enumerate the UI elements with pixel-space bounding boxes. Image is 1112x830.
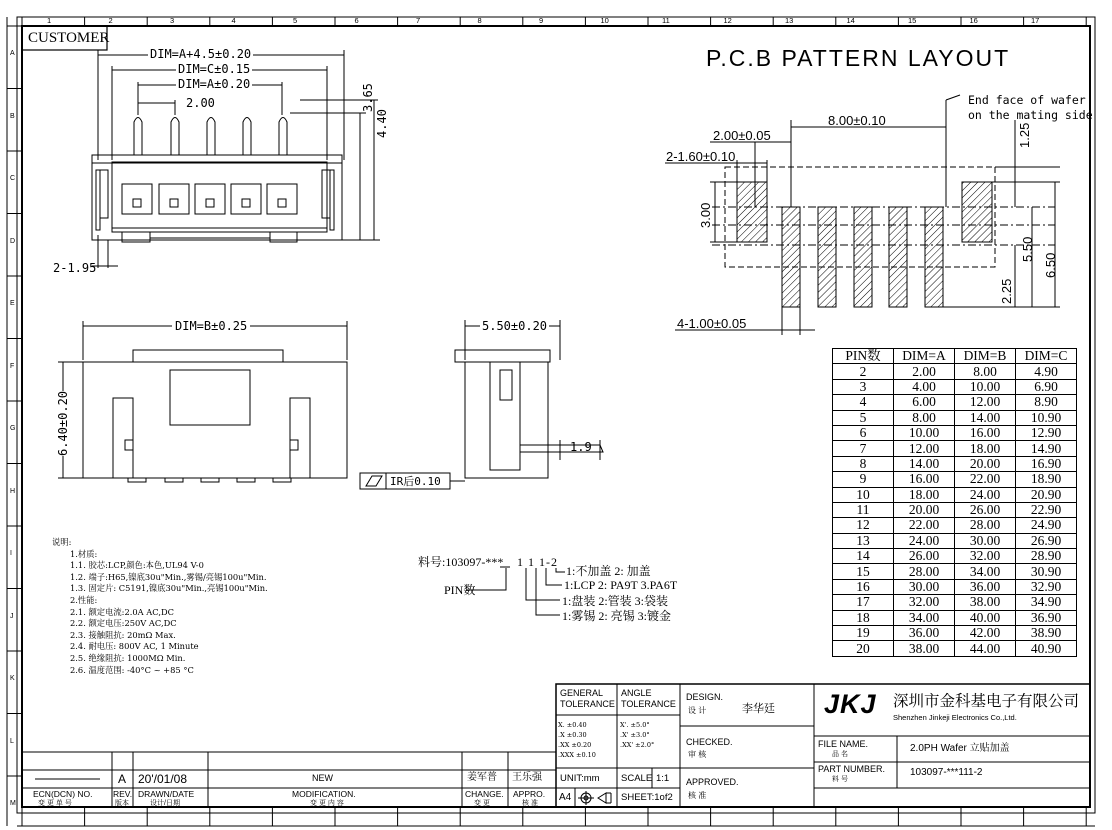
table-row [833,641,1077,656]
frame-column-number: 4 [231,16,236,25]
revision-date: 20'/01/08 [138,772,188,786]
note-line: 1.材质: [70,548,98,559]
table-cell: 8.90 [1016,395,1077,410]
table-cell: 16.00 [955,425,1016,440]
table-cell: 20 [833,641,894,656]
table-cell: 24.90 [1016,518,1077,533]
table-cell: 14 [833,549,894,564]
table-row [833,425,1077,440]
table-cell: 22.90 [1016,502,1077,517]
table-cell: 20.90 [1016,487,1077,502]
pcb-title: P.C.B PATTERN LAYOUT [706,45,1011,71]
table-cell: 20.00 [894,502,955,517]
checked-cn-label: 审 核 [688,750,707,759]
table-cell: 12.90 [1016,425,1077,440]
design-label: DESIGN. [686,692,724,702]
note-line: 1.2. 端子:H65,镍底30u"Min.,雾锡/亮锡100u"Min. [70,571,267,582]
table-cell: 16.90 [1016,456,1077,471]
table-cell: 4.00 [894,379,955,394]
frame-row-letter: L [10,737,14,745]
table-row [833,364,1077,379]
table-cell: 12.00 [894,441,955,456]
table-cell: 8.00 [894,410,955,425]
revision-value: A [118,772,127,786]
checked-label: CHECKED. [686,737,733,747]
modification-header: MODIFICATION. [292,789,356,799]
table-row [833,549,1077,564]
table-cell: 10 [833,487,894,502]
approved-label: APPROVED. [686,777,739,787]
part-code-leaders [466,567,565,615]
table-cell: 10.90 [1016,410,1077,425]
modification-header-cn: 变 更 内 容 [310,800,344,807]
table-cell: 8 [833,456,894,471]
designer-name: 李华廷 [742,703,775,715]
part-code-option-1: 1:不加盖 2: 加盖 [566,564,651,578]
table-cell: 40.00 [955,610,1016,625]
table-cell: 28.00 [894,564,955,579]
note-line: 1.1. 胶芯:LCP,颜色:本色,UL94 V-0 [70,560,204,571]
sheet-label: SHEET:1of2 [621,792,673,803]
table-cell: 20.00 [955,456,1016,471]
part-number-label: PART NUMBER. [818,764,886,774]
table-cell: 36.90 [1016,610,1077,625]
modification-value: NEW [312,773,333,783]
tolerance-row: .XXX ±0.10 [558,751,596,759]
frame-column-number: 17 [1031,16,1040,25]
table-cell: 28.00 [955,518,1016,533]
note-line: 2.6. 温度范围: -40°C ~ +85 °C [70,664,194,675]
frame-row-letter: F [10,362,15,370]
dim-b-label: DIM=B±0.25 [172,320,250,332]
note-line: 2.1. 额定电流:2.0A AC,DC [70,606,174,617]
frame-column-number: 12 [723,16,732,25]
frame-row-letter: D [10,237,16,245]
frame-column-number: 2 [108,16,113,25]
frame-row-letter: B [10,112,15,120]
table-cell: 18 [833,610,894,625]
depth-label: 5.50±0.20 [482,319,548,333]
table-cell: 22.00 [955,472,1016,487]
table-cell: 2 [833,364,894,379]
table-header-cell: DIM=C [1016,349,1077,364]
pin-dimension-table [832,348,1077,657]
table-row [833,472,1077,487]
note-line: 2.3. 接触阻抗: 20mΩ Max. [70,629,176,640]
frame-row-letter: H [10,487,16,495]
table-cell: 34.00 [894,610,955,625]
frame-column-number: 15 [908,16,917,25]
pcb-1-00-label: 4-1.00±0.05 [677,316,747,331]
table-row [833,410,1077,425]
table-cell: 26.00 [894,549,955,564]
table-row [833,579,1077,594]
company-name-cn: 深圳市金科基电子有限公司 [893,693,1080,710]
table-cell: 28.90 [1016,549,1077,564]
height-3-65-label: 3.65 [361,83,375,112]
part-code-digits: 1 1 1-2 [517,555,558,569]
frame-column-number: 8 [477,16,482,25]
table-cell: 15 [833,564,894,579]
frame-column-number: 11 [662,16,670,25]
part-code-pin-label: PIN数 [444,583,476,597]
part-code-option-4: 1:雾锡 2: 亮锡 3:镀金 [562,609,672,623]
table-cell: 30.90 [1016,564,1077,579]
table-cell: 4 [833,395,894,410]
table-cell: 32.90 [1016,579,1077,594]
frame-row-letter: I [10,550,12,557]
company-name-en: Shenzhen Jinkeji Electronics Co.,Ltd. [893,713,1017,722]
table-cell: 5 [833,410,894,425]
table-cell: 30.00 [955,533,1016,548]
tolerance-row: X. ±0.40 [558,721,587,729]
projection-symbol-icon [578,791,611,805]
height-6-40-label: 6.40±0.20 [56,390,70,456]
table-cell: 36.00 [894,626,955,641]
appro-header-cn: 核 准 [522,800,538,807]
frame-row-letter: M [10,800,16,807]
table-row [833,441,1077,456]
height-4-40-label: 4.40 [375,109,389,138]
table-cell: 19 [833,626,894,641]
table-cell: 24.00 [894,533,955,548]
table-cell: 38.00 [894,641,955,656]
tolerance-row: .X ±0.30 [558,731,587,739]
pitch-label: 2.00 [186,96,215,110]
pcb-6-50-label: 6.50 [1043,252,1058,278]
table-cell: 10.00 [955,379,1016,394]
note-line: 1.3. 固定片: C5191,镍底30u"Min.,亮锡100u"Min. [70,583,268,594]
table-cell: 8.00 [955,364,1016,379]
tolerance-row: .XX ±0.20 [558,741,592,749]
table-row [833,456,1077,471]
ecn-header: ECN(DCN) NO. [33,789,93,799]
table-cell: 44.00 [955,641,1016,656]
file-name-label: FILE NAME. [818,739,869,749]
table-row [833,564,1077,579]
table-cell: 30.00 [894,579,955,594]
design-cn-label: 设 计 [688,706,707,715]
pcb-1-60-label: 2-1.60±0.10 [666,149,736,164]
frame-column-number: 14 [846,16,855,25]
table-row [833,626,1077,641]
table-cell: 6.00 [894,395,955,410]
scale-label: SCALE [621,773,653,784]
rev-header: REV. [113,789,133,799]
dim-c-label: DIM=C±0.15 [178,62,251,76]
change-value: 姜军普 [467,772,497,783]
table-cell: 18.00 [955,441,1016,456]
table-row [833,487,1077,502]
part-code-prefix: 料号:103097-*** [418,555,504,569]
table-cell: 16 [833,579,894,594]
frame-row-letter: A [10,50,15,57]
frame-column-number: 10 [600,16,609,25]
table-cell: 14.00 [894,456,955,471]
table-header-cell: DIM=A [894,349,955,364]
unit-label: UNIT:mm [560,773,600,784]
table-cell: 38.90 [1016,626,1077,641]
table-cell: 26.90 [1016,533,1077,548]
company-logo: JKJ [824,689,877,719]
frame-row-letter: G [10,425,16,432]
table-cell: 38.00 [955,595,1016,610]
pcb-note-line2: on the mating side [968,108,1093,122]
frame-row-letter: K [10,675,15,682]
tolerance-row: .XX' ±2.0° [620,741,655,749]
drawn-header-cn: 设计/日期 [150,800,180,807]
pcb-1-25-label: 1.25 [1017,122,1032,148]
customer-label: CUSTOMER [28,30,110,46]
tolerance-row: X'. ±5.0° [620,721,650,729]
flatness-value: IR后0.10 [390,475,441,488]
table-cell: 3 [833,379,894,394]
angle-tolerance-label: ANGLE TOLERANCE [621,688,676,709]
table-cell: 32.00 [955,549,1016,564]
table-row [833,595,1077,610]
pcb-2-25-label: 2.25 [999,278,1014,304]
table-cell: 16.00 [894,472,955,487]
table-cell: 22.00 [894,518,955,533]
table-cell: 14.90 [1016,441,1077,456]
part-code-option-3: 1:盘装 2:管装 3:袋装 [562,594,669,608]
pcb-2-00-label: 2.00±0.05 [713,128,771,143]
change-header: CHANGE. [465,789,504,799]
table-cell: 6 [833,425,894,440]
frame-column-number: 5 [293,16,298,25]
approved-cn-label: 核 准 [688,791,707,800]
frame-column-number: 13 [785,16,794,25]
frame-row-letter: J [10,612,14,620]
frame-column-number: 7 [416,16,421,25]
appro-value: 王乐强 [512,772,542,783]
frame-row-letter: E [10,300,15,307]
ecn-header-cn: 变 更 单 号 [38,800,72,807]
frame-column-number: 16 [969,16,978,25]
dim-a-label: DIM=A±0.20 [178,77,251,91]
table-header-cell: DIM=B [955,349,1016,364]
pcb-5-50-label: 5.50 [1020,236,1035,262]
tolerance-row: .X' ±3.0° [620,731,650,739]
table-cell: 18.00 [894,487,955,502]
table-row [833,518,1077,533]
table-row [833,395,1077,410]
table-cell: 34.00 [955,564,1016,579]
pcb-3-00-label: 3.00 [698,202,713,228]
table-header-row [833,349,1077,364]
pcb-8-00-label: 8.00±0.10 [828,113,886,128]
table-cell: 4.90 [1016,364,1077,379]
table-cell: 42.00 [955,626,1016,641]
part-number-cn-label: 料 号 [832,776,848,783]
side-view [360,320,603,489]
table-cell: 9 [833,472,894,487]
change-header-cn: 变 更 [474,800,490,807]
table-cell: 10.00 [894,425,955,440]
spec-notes [52,537,268,676]
table-cell: 11 [833,502,894,517]
frame-row-letter: C [10,175,16,182]
drawn-header: DRAWN/DATE [138,789,195,799]
note-line: 2.性能: [70,594,98,605]
table-cell: 36.00 [955,579,1016,594]
frame-column-number: 1 [47,16,52,25]
paper-size: A4 [559,792,572,803]
frame-column-number: 6 [354,16,359,25]
table-cell: 17 [833,595,894,610]
table-row [833,379,1077,394]
file-name-value: 2.0PH Wafer 立贴加盖 [910,743,1010,754]
table-row [833,502,1077,517]
table-header-cell: PIN数 [833,349,894,364]
file-name-cn-label: 品 名 [832,751,848,758]
scale-value: 1:1 [656,773,670,784]
table-cell: 40.90 [1016,641,1077,656]
table-cell: 2.00 [894,364,955,379]
foot-label: 1.9 [570,440,592,454]
table-cell: 26.00 [955,502,1016,517]
front-view [58,321,347,482]
pcb-note-line1: End face of wafer [968,93,1086,107]
part-code-option-2: 1:LCP 2: PA9T 3.PA6T [564,578,678,592]
table-cell: 34.90 [1016,595,1077,610]
table-cell: 24.00 [955,487,1016,502]
side-width-label: 2-1.95 [53,261,97,275]
table-cell: 14.00 [955,410,1016,425]
appro-header: APPRO. [513,789,546,799]
rev-header-cn: 版本 [115,800,129,807]
general-tolerance-label: GENERAL TOLERANCE [560,688,615,709]
note-line: 2.5. 绝缘阻抗: 1000MΩ Min. [70,652,186,663]
table-row [833,610,1077,625]
part-number-value: 103097-***111-2 [910,767,983,778]
frame-column-number: 9 [539,16,544,25]
note-line: 2.4. 耐电压: 800V AC, 1 Minute [70,641,199,652]
table-cell: 32.00 [894,595,955,610]
table-cell: 7 [833,441,894,456]
table-cell: 12.00 [955,395,1016,410]
table-cell: 13 [833,533,894,548]
note-line: 说明: [52,537,72,547]
table-cell: 6.90 [1016,379,1077,394]
frame-column-number: 3 [170,16,175,25]
table-cell: 12 [833,518,894,533]
dim-a-plus-label: DIM=A+4.5±0.20 [150,47,252,61]
table-row [833,533,1077,548]
note-line: 2.2. 额定电压:250V AC,DC [70,618,177,629]
table-cell: 18.90 [1016,472,1077,487]
